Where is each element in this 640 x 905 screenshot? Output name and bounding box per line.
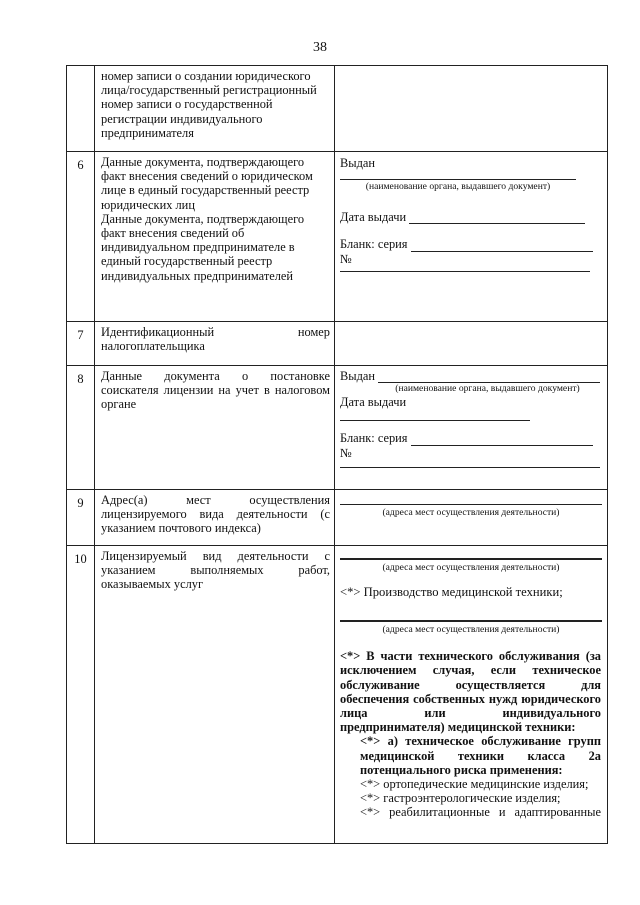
activity-item-rehab: <*> реабилитационные и адаптированные	[360, 805, 601, 820]
row-answer-cell	[335, 366, 608, 490]
row-number: 10	[67, 546, 95, 844]
form-series-line[interactable]	[411, 251, 593, 252]
table-row-8	[67, 366, 608, 490]
page-number: 38	[313, 40, 327, 55]
activity-item-production: <*> Производство медицинской техники;	[340, 585, 563, 599]
issue-date-label: Дата выдачи	[340, 395, 407, 410]
row-description: Лицензируемый вид деятельности с указанием выполняемых работ, оказываемых услуг	[95, 546, 335, 844]
table-row-9	[67, 490, 608, 546]
issued-label: Выдан	[340, 156, 376, 170]
row-number: 9	[67, 490, 95, 546]
form-number-line[interactable]	[340, 466, 600, 468]
table-row-10	[67, 546, 608, 844]
form-number-label: №	[340, 251, 352, 266]
row-number: 7	[67, 322, 95, 366]
row-number: 8	[67, 366, 95, 490]
address-caption: (адреса мест осуществления деятельности)	[382, 624, 560, 636]
row-description: номер записи о создании юридического лица/государственный регистрационный номер записи о государственной регистрации индивидуального предпринимателя	[95, 66, 335, 152]
issued-field	[340, 369, 601, 383]
form-series-label: Бланк: серия	[340, 237, 408, 252]
issued-caption: (наименование органа, выдавшего документ)	[395, 383, 580, 395]
row-answer-cell	[335, 152, 608, 322]
row-description	[95, 152, 335, 322]
issue-date-label: Дата выдачи	[340, 210, 407, 225]
form-series-field	[340, 431, 601, 445]
issued-line[interactable]	[340, 178, 576, 180]
table-row-6	[67, 152, 608, 322]
row-number: 6	[67, 152, 95, 322]
row-description: Данные документа о постановке соискателя лицензии на учет в налоговом органе	[95, 366, 335, 490]
form-series-field	[340, 237, 601, 251]
activity-item-class-2a: <*> а) техническое обслуживание групп медицинской техники класса 2а потенциального риска применения:	[360, 734, 601, 777]
issue-date-line[interactable]	[409, 223, 585, 224]
row-description-text: Данные документа, подтверждающего факт внесения сведений о юридическом лице в единый государственный реестр юридических лиц Данные документа, подтверждающего факт внесения сведений об индивидуальном предпринимателе в единый государственный реестр индивидуальных предпринимателей	[101, 155, 313, 283]
address-line[interactable]	[340, 557, 602, 560]
application-form-table	[66, 65, 608, 844]
row-answer-cell	[335, 490, 608, 546]
issue-date-field	[340, 210, 601, 224]
address-line[interactable]	[340, 619, 602, 622]
address-line[interactable]	[340, 503, 602, 505]
row-number-cell	[67, 66, 95, 152]
row-answer-cell[interactable]	[335, 322, 608, 366]
address-caption: (адреса мест осуществления деятельности)	[382, 507, 560, 518]
activity-item-orthopedic: <*> ортопедические медицинские изделия;	[360, 777, 589, 792]
form-series-label: Бланк: серия	[340, 431, 408, 446]
table-row-7	[67, 322, 608, 366]
issue-date-line[interactable]	[340, 419, 530, 421]
form-number-line[interactable]	[340, 270, 590, 272]
issued-label: Выдан	[340, 369, 376, 383]
row-answer-cell	[335, 66, 608, 152]
form-number-label: №	[340, 445, 352, 460]
row-answer-cell	[335, 546, 608, 844]
activity-item-maintenance: <*> В части технического обслуживания (за исключением случая, если техническое обслуживание осуществляется для обеспечения собственных нужд юридического лица или индивидуального предпринимателя) медицинской техники:	[340, 649, 601, 735]
issued-caption: (наименование органа, выдавшего документ)	[365, 181, 551, 193]
activity-item-gastro: <*> гастроэнтерологические изделия;	[360, 791, 561, 806]
table-row-continuation	[67, 66, 608, 152]
address-caption: (адреса мест осуществления деятельности)	[382, 562, 560, 573]
form-series-line[interactable]	[411, 445, 593, 446]
row-description: Адрес(а) мест осуществления лицензируемого вида деятельности (с указанием почтового индекса)	[95, 490, 335, 546]
row-description: Идентификационный номер налогоплательщика	[95, 322, 335, 366]
